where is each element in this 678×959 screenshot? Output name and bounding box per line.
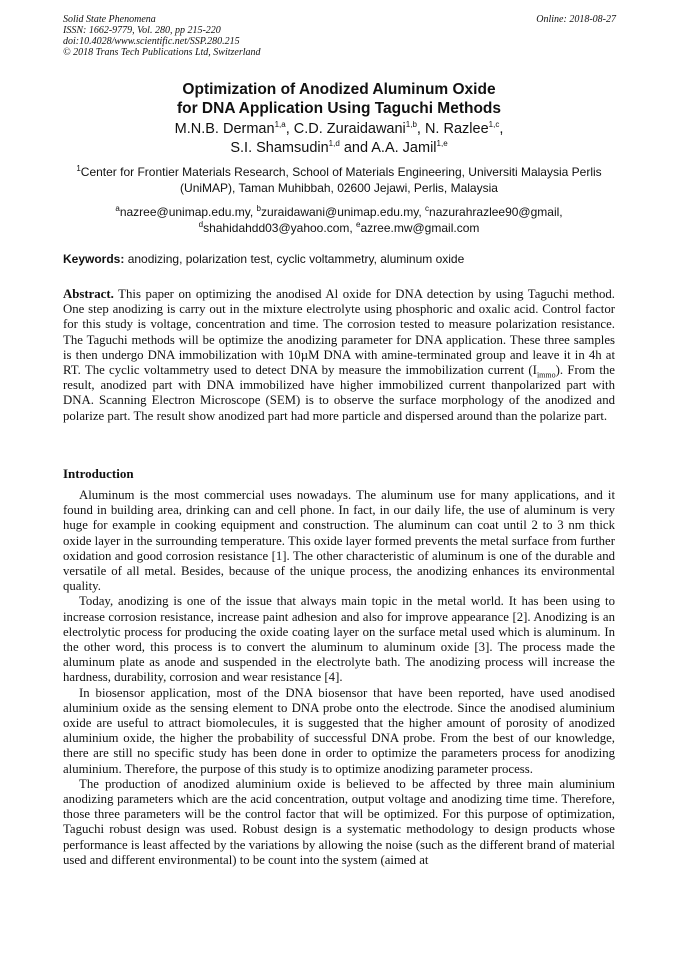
author-sup: 1,b	[405, 120, 417, 130]
journal-header	[63, 14, 261, 58]
keywords-label: Keywords:	[63, 252, 125, 266]
emails-line-1	[0, 204, 678, 220]
email-link[interactable]: shahidahdd03@yahoo.com,	[203, 221, 357, 235]
email-link[interactable]: nazurahrazlee90@gmail,	[429, 205, 563, 219]
affiliation	[0, 164, 678, 196]
email-sup: b	[256, 204, 261, 213]
author-name: M.N.B. Derman	[174, 121, 275, 137]
abstract	[63, 287, 615, 424]
email-link[interactable]: azree.mw@gmail.com	[360, 221, 480, 235]
abstract-label: Abstract.	[63, 287, 114, 301]
author-sup: 1,e	[436, 139, 448, 149]
journal-name: Solid State Phenomena	[63, 14, 156, 25]
title-line-1: Optimization of Anodized Aluminum Oxide	[182, 81, 496, 98]
author-sup: 1,c	[488, 120, 500, 130]
email-sup: a	[115, 204, 120, 213]
paragraph: In biosensor application, most of the DNA biosensor that have been reported, have used anodised aluminium oxide as the sensing element to DNA probe onto the electrode. Since the anodised aluminium oxide are useful to attract biomolecules, it is suggested that the higher amount of porosity of anodized aluminium oxide, the higher the probability of successful DNA probe. From the best of our knowledge, there are still no specific study has been done in order to optimize the parameters process for anodizing aluminium. Therefore, the purpose of this study is to optimize anodizing parameter process.	[63, 685, 615, 776]
email-link[interactable]: zuraidawani@unimap.edu.my,	[260, 205, 426, 219]
author-name: S.I. Shamsudin	[230, 140, 329, 156]
paragraph: Today, anodizing is one of the issue that always main topic in the metal world. It has been using to increase corrosion resistance, increase paint adhesion and also for improve appearance [2]. Anodizing is an electrolytic process for producing the oxide coating layer on the surface metal used which is aluminum. In the other word, this process is to convert the aluminum to aluminum oxide [3]. The process made the aluminum plate as anode and suspended in the electrolyte bath. The anodizing process will increase the hardness, durability, corrosion and wear resistance [4].	[63, 594, 615, 685]
paragraph: The production of anodized aluminium oxide is believed to be affected by three main aluminium anodizing parameters which are the acid concentration, output voltage and anodizing time time. Therefore, those three parameters will be the control factor that will be optimized. For this purpose of optimization, Taguchi robust design was used. Robust design is a systematic methodology to design products whose performance is least affected by the variations by allowing the noise (such as the different brand of material used and different environmental) to be count into the system (aimed at	[63, 776, 615, 867]
author-emails	[0, 204, 678, 236]
email-sup: d	[198, 220, 204, 229]
email-link[interactable]: nazree@unimap.edu.my,	[119, 205, 257, 219]
author-list	[0, 120, 678, 158]
copyright-line: © 2018 Trans Tech Publications Ltd, Switzerland	[63, 47, 261, 58]
authors-line-2	[0, 139, 678, 158]
author-sup: 1,a	[274, 120, 286, 130]
title-block	[0, 80, 678, 236]
affiliation-line-1	[0, 164, 678, 180]
emails-line-2	[0, 220, 678, 236]
authors-line-1: M.N.B. Derman$^{1,a}$, C.D. Zuraidawani$^{1,b}$, N. Razlee$^{1,c}$,	[174, 120, 504, 137]
keywords-text: anodizing, polarization test, cyclic voltammetry, aluminum oxide	[124, 252, 465, 266]
doi-line: doi:10.4028/www.scientific.net/SSP.280.215	[63, 36, 240, 47]
paragraph: Aluminum is the most commercial uses nowadays. The aluminum use for many applications, and it found in building area, drinking can and cell phone. In fact, in our daily life, the use of aluminum is very huge for example in cooking equipment and construction. The aluminum can coat until 2 to 3 nm thick oxide layer in the surrounding temperature. This oxide layer formed prevents the metal surface from further oxidation and good corrosion resistance [1]. The other characteristic of aluminum is one of the durable and versatile of all metal. Besides, because of the unique process, the anodizing enhances its environmental quality.	[63, 488, 615, 594]
paper-title	[0, 80, 678, 118]
affiliation-sup: 1	[76, 164, 81, 173]
section-heading: Introduction	[63, 466, 134, 481]
author-name: , C.D. Zuraidawani	[285, 121, 406, 137]
email-sup: c	[425, 204, 430, 213]
author-name: , N. Razlee	[416, 121, 489, 137]
abstract-subscript: immo	[536, 370, 556, 380]
introduction-section	[63, 466, 615, 868]
abstract-text: This paper on optimizing the anodised Al oxide for DNA detection by using Taguchi method. One step anodizing is carry out in the mixture electrolyte using phosphoric and oxalic acid. Control factor for this study is voltage, concentration and time. The corrosion tested to measure polarization resistance. The Taguchi methods will be optimize the anodizing parameter for DNA application. These three samples is then undergo DNA immobilization with 10µM DNA with amine-terminated group and leave it in 4h at RT. The cyclic voltammetry used to detect DNA by measure the immobilization current (I	[63, 287, 615, 378]
author-name: and A.A. Jamil	[339, 140, 437, 156]
affiliation-text: Center for Frontier Materials Research, School of Materials Engineering, Universiti Malaysia Perlis	[80, 165, 602, 179]
affiliation-line-2: (UniMAP), Taman Muhibbah, 02600 Jejawi, Perlis, Malaysia	[180, 181, 498, 195]
author-sup: 1,d	[328, 139, 340, 149]
online-date: Online: 2018-08-27	[536, 14, 616, 25]
keywords	[63, 251, 615, 267]
abstract-text: ). From the result, anodized part with DNA immobilized have higher immobilized current thanpolarized part with DNA. Scanning Electron Microscope (SEM) is to observe the surface morphology of the anodized and polarize part. The result show anodized part had more particle and dispersed around than the polarize part.	[63, 363, 615, 423]
title-line-2: for DNA Application Using Taguchi Methods	[176, 100, 502, 117]
email-sup: e	[356, 220, 361, 229]
issn-line: ISSN: 1662-9779, Vol. 280, pp 215-220	[63, 25, 221, 36]
